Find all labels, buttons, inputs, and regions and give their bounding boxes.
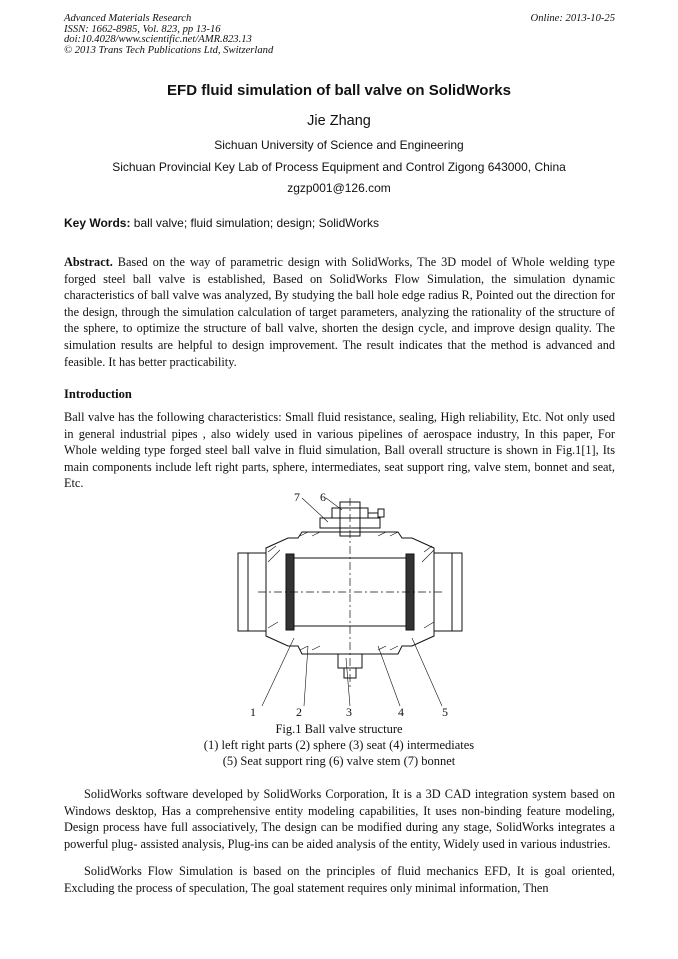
keywords-label: Key Words: bbox=[64, 216, 131, 230]
body-paragraph-flow-simulation: SolidWorks Flow Simulation is based on the principles of fluid mechanics EFD, It is goal oriented, Excluding the process of speculation, The goal statement requires only minimal information, Then bbox=[64, 864, 615, 895]
ball-valve-figure bbox=[228, 488, 472, 718]
figure-label-2: 2 bbox=[296, 705, 302, 718]
online-date: Online: 2013-10-25 bbox=[530, 13, 615, 24]
keywords-text: ball valve; fluid simulation; design; SolidWorks bbox=[130, 216, 380, 230]
figure-label-1: 1 bbox=[250, 705, 256, 718]
figure-caption: Fig.1 Ball valve structure bbox=[275, 722, 403, 736]
figure-label-4: 4 bbox=[398, 705, 404, 718]
abstract-label: Abstract. bbox=[64, 255, 113, 269]
copyright: © 2013 Trans Tech Publications Ltd, Switzerland bbox=[64, 44, 274, 56]
affiliation-2: Sichuan Provincial Key Lab of Process Equipment and Control Zigong 643000, China bbox=[112, 160, 566, 174]
figure-label-3: 3 bbox=[346, 705, 352, 718]
figure-legend-line-1: (1) left right parts (2) sphere (3) seat (4) intermediates bbox=[203, 738, 475, 752]
author-email: zgzp001@126.com bbox=[287, 181, 391, 195]
intro-paragraph: Ball valve has the following characteristics: Small fluid resistance, sealing, High reliability, Etc. Not only used in general industrial pipes , also widely used in various pipelines of aerospace industry, In this paper, For Whole welding type forged steel ball valve in fluid simulation, Ball overall structure is shown in Fig.1[1], Its main components include left right parts, sphere, intermediates, seat support ring, valve stem, bonnet and seat, Etc. bbox=[64, 410, 615, 491]
doi: doi:10.4028/www.scientific.net/AMR.823.13 bbox=[64, 34, 252, 46]
affiliation-1: Sichuan University of Science and Engineering bbox=[214, 138, 464, 152]
section-heading-introduction: Introduction bbox=[64, 387, 132, 401]
keywords bbox=[64, 216, 379, 230]
figure-label-7: 7 bbox=[294, 490, 300, 504]
abstract bbox=[64, 254, 615, 370]
figure-label-5: 5 bbox=[442, 705, 448, 718]
figure-label-6: 6 bbox=[320, 490, 326, 504]
figure-legend-line-2: (5) Seat support ring (6) valve stem (7) bonnet bbox=[222, 754, 456, 768]
abstract-text: Based on the way of parametric design with SolidWorks, The 3D model of Whole welding type forged steel ball valve is established, Based on SolidWorks Flow Simulation, the simulation dynamic characteristics of ball valve was analyzed, By studying the ball hole edge radius R, Pointed out the direction for the design, through the simulation calculation of target parameters, analyzing the rationality of the structure of the sphere, to optimize the structure of ball valve, shorten the design cycle, and improve design quality. The simulation results are helpful to design improvement. The result indicates that the method is advanced and feasible. It has better practicability. bbox=[64, 255, 615, 369]
page-header bbox=[64, 14, 615, 56]
paper-title: EFD fluid simulation of ball valve on SolidWorks bbox=[167, 82, 511, 99]
issn: ISSN: 1662-8985, Vol. 823, pp 13-16 bbox=[64, 23, 221, 35]
author: Jie Zhang bbox=[307, 113, 371, 129]
journal-name: Advanced Materials Research bbox=[64, 13, 192, 24]
body-paragraph-solidworks: SolidWorks software developed by SolidWorks Corporation, It is a 3D CAD integration system based on Windows desktop, Has a comprehensive entity modeling capabilities, It uses non-binding feature modeling, Design process have full associatively, The design can be modified during any stage, SolidWorks integrates a powerful plug- assisted analysis, Plug-ins can be aided analysis of the entity, Widely used in various industries. bbox=[64, 787, 615, 851]
